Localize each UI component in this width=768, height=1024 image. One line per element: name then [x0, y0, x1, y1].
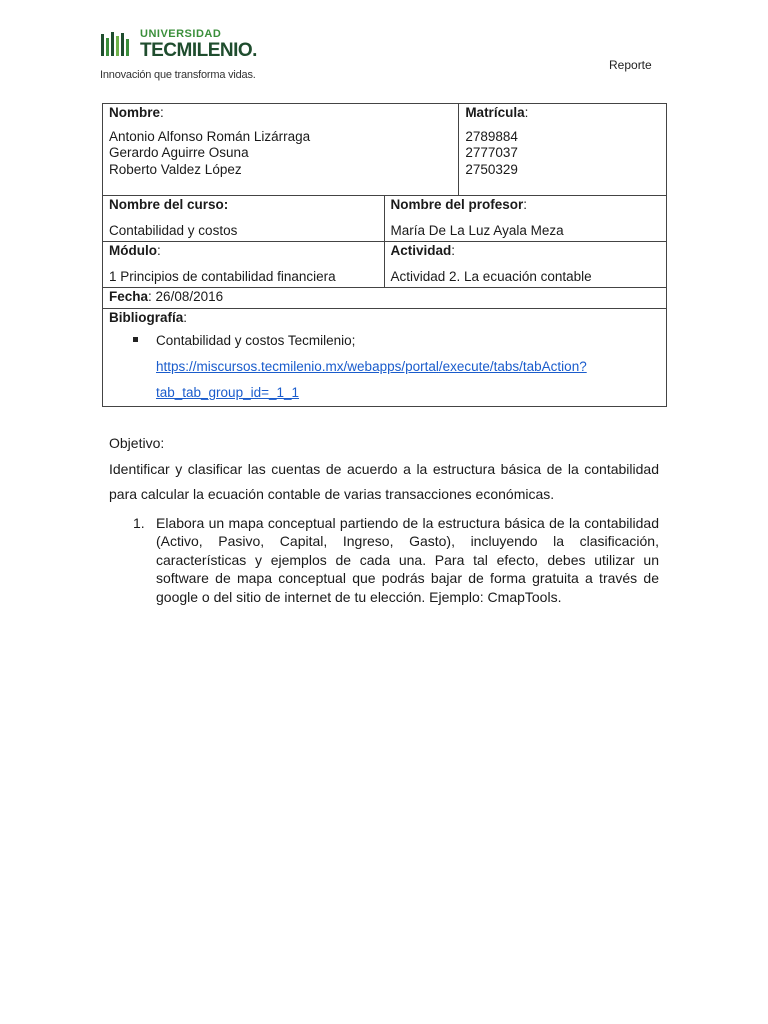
actividad-cell: Actividad: Actividad 2. La ecuación contable: [384, 242, 667, 288]
modulo-cell: Módulo: 1 Principios de contabilidad financiera: [103, 242, 385, 288]
bibliography-list: [109, 328, 660, 354]
profesor-label: Nombre del profesor: [390, 197, 524, 212]
student-name: Gerardo Aguirre Osuna: [109, 145, 249, 160]
matricula-cell: Matrícula: 2789884 2777037 2750329: [459, 104, 667, 196]
student-name: Roberto Valdez López: [109, 161, 242, 177]
list-item: [109, 328, 660, 354]
objective-title: Objetivo:: [109, 435, 165, 451]
curso-value: Contabilidad y costos: [109, 222, 238, 238]
bibliography-item-text: Contabilidad y costos Tecmilenio;: [156, 333, 356, 348]
table-row: [103, 288, 667, 309]
instruction-text: Elabora un mapa conceptual partiendo de la estructura básica de la contabilidad (Activo, Pasivo, Capital, Ingreso, Gasto), incluyendo la clasificación, características y ejemplos de cada una. Para tal efecto, debes utilizar un software de mapa conceptual que podrás bajar de forma gratuita a través de google o del sitio de internet de tu elección. Ejemplo: CmapTools.: [156, 514, 659, 605]
modulo-value: 1 Principios de contabilidad financiera: [109, 268, 336, 284]
objective-text: Identificar y clasificar las cuentas de acuerdo a la estructura básica de la contabilidad para calcular la ecuación contable de varias transacciones económicas.: [109, 460, 659, 502]
actividad-value: Actividad 2. La ecuación contable: [390, 268, 592, 284]
university-logo: [100, 28, 280, 84]
curso-cell: [103, 196, 385, 242]
student-name: Antonio Alfonso Román Lizárraga: [109, 128, 311, 144]
fecha-value: 26/08/2016: [155, 289, 224, 304]
nombre-label: Nombre: [109, 105, 161, 120]
modulo-label: Módulo: [109, 243, 157, 258]
bibliografia-cell: Bibliografía: Contabilidad y costos Tecmilenio; https://miscursos.tecmilenio.mx/webapps/portal/execute/tabs/tabAction? tab_tab_group_id=_1_1: [103, 308, 667, 407]
logo-slogan: Innovación que transforma vidas.: [100, 69, 256, 81]
fecha-label: Fecha: [109, 289, 149, 304]
instructions-list: [109, 514, 659, 607]
bibliografia-label: Bibliografía: [109, 309, 184, 325]
matricula-value: 2750329: [465, 161, 518, 177]
actividad-label: Actividad: [390, 243, 452, 258]
curso-label: Nombre del curso:: [109, 197, 229, 212]
nombre-cell: Nombre: Antonio Alfonso Román Lizárraga Gerardo Aguirre Osuna Roberto Valdez López: [103, 104, 459, 196]
table-row: [103, 242, 667, 288]
list-number: 1.: [133, 514, 145, 531]
table-row: [103, 196, 667, 242]
profesor-value: María De La Luz Ayala Meza: [390, 222, 564, 238]
table-row: [103, 104, 667, 196]
list-item: [109, 514, 659, 607]
bibliography-link[interactable]: https://miscursos.tecmilenio.mx/webapps/portal/execute/tabs/tabAction? tab_tab_group_id=_1_1: [156, 359, 587, 400]
tecmilenio-logo-icon: [100, 30, 130, 60]
table-row: [103, 308, 667, 407]
matricula-value: 2789884: [465, 128, 518, 144]
report-body: [109, 431, 659, 606]
profesor-cell: Nombre del profesor: María De La Luz Ayala Meza: [384, 196, 667, 242]
fecha-cell: Fecha: 26/08/2016: [103, 288, 667, 309]
matricula-value: 2777037: [465, 145, 518, 160]
matricula-label: Matrícula: [465, 105, 525, 120]
logo-name-text: TECMILENIO.: [140, 40, 257, 61]
report-label: Reporte: [609, 58, 652, 72]
logo-university-text: UNIVERSIDAD: [140, 28, 222, 40]
bullet-square-icon: [133, 337, 138, 342]
info-table: [102, 103, 667, 407]
